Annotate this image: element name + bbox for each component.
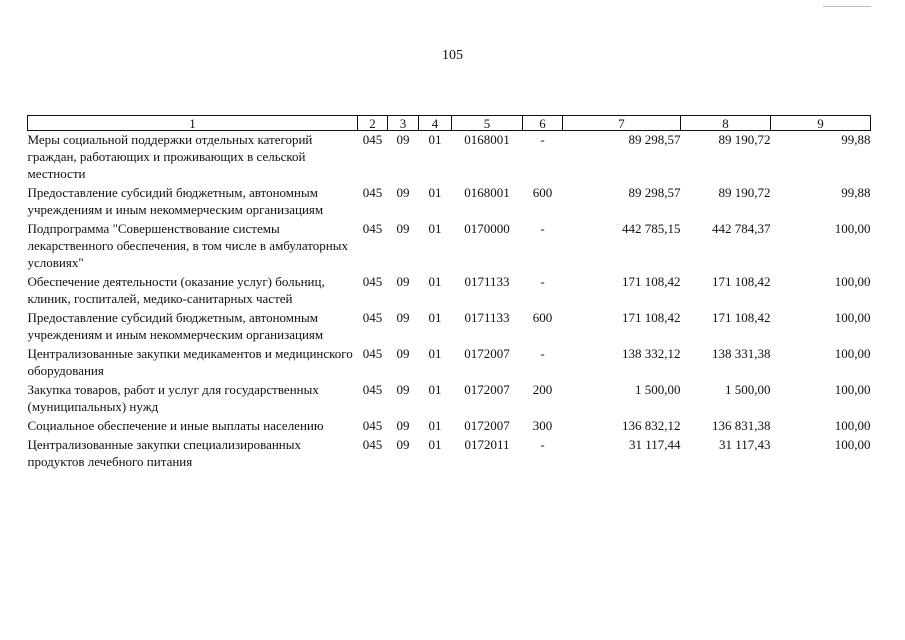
planned-amount: 89 298,57 xyxy=(628,132,681,147)
column-header: 1 xyxy=(28,116,358,131)
execution-percent: 99,88 xyxy=(841,132,871,147)
table-row xyxy=(28,345,871,381)
planned-amount: 89 298,57 xyxy=(628,185,681,200)
planned-amount: 31 117,44 xyxy=(628,437,681,452)
column-header: 8 xyxy=(681,116,771,131)
expense-type-code: - xyxy=(540,132,545,147)
actual-amount: 442 784,37 xyxy=(712,221,771,236)
planned-amount: 138 332,12 xyxy=(622,346,681,361)
column-number-header-row xyxy=(28,116,871,131)
section-code: 09 xyxy=(396,221,410,236)
row-name: Централизованные закупки медикаментов и медицинского оборудования xyxy=(27,346,353,378)
table-row xyxy=(28,273,871,309)
section-code: 09 xyxy=(396,132,410,147)
table-row xyxy=(28,381,871,417)
section-code: 09 xyxy=(396,274,410,289)
target-article-code: 0171133 xyxy=(464,274,510,289)
target-article-code: 0170000 xyxy=(464,221,510,236)
actual-amount: 1 500,00 xyxy=(725,382,771,397)
section-code: 09 xyxy=(396,185,410,200)
subsection-code: 01 xyxy=(428,418,442,433)
section-code: 09 xyxy=(396,346,410,361)
table-row xyxy=(28,220,871,273)
row-name: Предоставление субсидий бюджетным, автономным учреждениям и иным некоммерческим организациям xyxy=(27,310,324,342)
target-article-code: 0172007 xyxy=(464,418,510,433)
ministry-code: 045 xyxy=(362,185,383,200)
subsection-code: 01 xyxy=(428,274,442,289)
planned-amount: 1 500,00 xyxy=(635,382,681,397)
execution-percent: 99,88 xyxy=(841,185,871,200)
column-header: 9 xyxy=(771,116,871,131)
expense-type-code: 200 xyxy=(532,382,553,397)
budget-table xyxy=(27,115,871,472)
execution-percent: 100,00 xyxy=(834,221,871,236)
actual-amount: 171 108,42 xyxy=(712,310,771,325)
column-header: 6 xyxy=(523,116,563,131)
section-code: 09 xyxy=(396,418,410,433)
expense-type-code: - xyxy=(540,346,545,361)
ministry-code: 045 xyxy=(362,382,383,397)
ministry-code: 045 xyxy=(362,310,383,325)
row-name: Подпрограмма "Совершенствование системы лекарственного обеспечения, в том числе в амбулаторных условиях" xyxy=(27,221,348,270)
corner-mark xyxy=(823,6,871,7)
actual-amount: 136 831,38 xyxy=(712,418,771,433)
actual-amount: 31 117,43 xyxy=(718,437,771,452)
table-row xyxy=(28,131,871,185)
target-article-code: 0168001 xyxy=(464,185,510,200)
subsection-code: 01 xyxy=(428,310,442,325)
row-name: Обеспечение деятельности (оказание услуг) больниц, клиник, госпиталей, медико-санитарных частей xyxy=(27,274,325,306)
actual-amount: 89 190,72 xyxy=(718,132,771,147)
execution-percent: 100,00 xyxy=(834,437,871,452)
row-name: Меры социальной поддержки отдельных категорий граждан, работающих и проживающих в сельской местности xyxy=(27,132,313,181)
ministry-code: 045 xyxy=(362,132,383,147)
expense-type-code: 300 xyxy=(532,418,553,433)
column-header: 5 xyxy=(452,116,523,131)
row-name: Социальное обеспечение и иные выплаты населению xyxy=(27,418,324,433)
planned-amount: 171 108,42 xyxy=(622,310,681,325)
subsection-code: 01 xyxy=(428,346,442,361)
actual-amount: 138 331,38 xyxy=(712,346,771,361)
execution-percent: 100,00 xyxy=(834,310,871,325)
column-header: 2 xyxy=(358,116,388,131)
planned-amount: 171 108,42 xyxy=(622,274,681,289)
table-row xyxy=(28,309,871,345)
ministry-code: 045 xyxy=(362,437,383,452)
subsection-code: 01 xyxy=(428,185,442,200)
ministry-code: 045 xyxy=(362,221,383,236)
expense-type-code: 600 xyxy=(532,310,553,325)
subsection-code: 01 xyxy=(428,437,442,452)
row-name: Централизованные закупки специализированных продуктов лечебного питания xyxy=(27,437,301,469)
target-article-code: 0168001 xyxy=(464,132,510,147)
target-article-code: 0172011 xyxy=(464,437,510,452)
table-row xyxy=(28,184,871,220)
planned-amount: 136 832,12 xyxy=(622,418,681,433)
planned-amount: 442 785,15 xyxy=(622,221,681,236)
column-header: 3 xyxy=(388,116,419,131)
subsection-code: 01 xyxy=(428,382,442,397)
section-code: 09 xyxy=(396,382,410,397)
actual-amount: 171 108,42 xyxy=(712,274,771,289)
ministry-code: 045 xyxy=(362,274,383,289)
actual-amount: 89 190,72 xyxy=(718,185,771,200)
table-row xyxy=(28,417,871,436)
row-name: Закупка товаров, работ и услуг для государственных (муниципальных) нужд xyxy=(27,382,319,414)
expense-type-code: - xyxy=(540,437,545,452)
target-article-code: 0172007 xyxy=(464,382,510,397)
execution-percent: 100,00 xyxy=(834,274,871,289)
subsection-code: 01 xyxy=(428,132,442,147)
subsection-code: 01 xyxy=(428,221,442,236)
section-code: 09 xyxy=(396,310,410,325)
target-article-code: 0172007 xyxy=(464,346,510,361)
expense-type-code: - xyxy=(540,221,545,236)
execution-percent: 100,00 xyxy=(834,382,871,397)
target-article-code: 0171133 xyxy=(464,310,510,325)
ministry-code: 045 xyxy=(362,418,383,433)
expense-type-code: - xyxy=(540,274,545,289)
column-header: 7 xyxy=(563,116,681,131)
section-code: 09 xyxy=(396,437,410,452)
execution-percent: 100,00 xyxy=(834,418,871,433)
page-number: 105 xyxy=(442,48,463,63)
ministry-code: 045 xyxy=(362,346,383,361)
row-name: Предоставление субсидий бюджетным, автономным учреждениям и иным некоммерческим организациям xyxy=(27,185,324,217)
table-row xyxy=(28,436,871,472)
column-header: 4 xyxy=(419,116,452,131)
execution-percent: 100,00 xyxy=(834,346,871,361)
expense-type-code: 600 xyxy=(532,185,553,200)
